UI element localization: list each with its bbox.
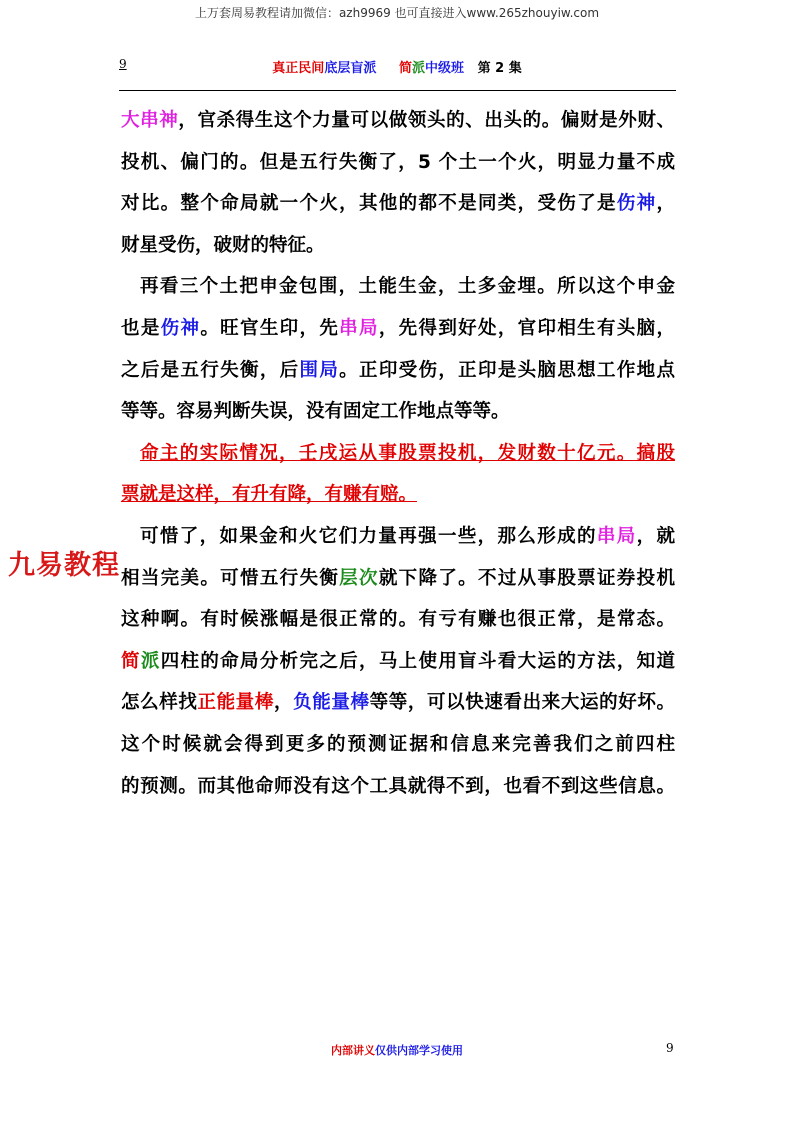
text-run: ， [656, 193, 675, 215]
highlight-term: 派 [140, 650, 161, 672]
footer-note [0, 1042, 794, 1058]
header-title-part: 中级班 [425, 61, 465, 76]
text-line [121, 641, 675, 683]
highlight-term: 伤神 [160, 317, 201, 339]
text-run: 。正印受伤，正印是头脑思想工作地点 [339, 359, 675, 381]
text-run: 可惜了，如果金和火它们力量再强一些，那么形成的 [140, 525, 597, 547]
text-line: 命主的实际情况，壬戌运从事股票投机，发财数十亿元。搞股 [140, 442, 675, 464]
top-banner: 上万套周易教程请加微信：azh9969 也可直接进入www.265zhouyiw.com [194, 6, 600, 20]
text-line [121, 682, 675, 724]
highlight-term: 简 [121, 650, 141, 672]
highlight-term: 负能量棒 [293, 692, 370, 714]
text-line [121, 474, 675, 516]
text-line [121, 350, 675, 392]
text-line: 财星受伤，破财的特征。 [121, 234, 325, 256]
text-run: ， [274, 692, 294, 714]
text-line: 的预测。而其他命师没有这个工具就得不到，也看不到这些信息。 [121, 775, 675, 797]
highlight-term: 大串神 [121, 110, 179, 131]
text-line [121, 558, 675, 600]
header-page-number: 9 [119, 57, 127, 71]
header-title-part: 底层盲派 [324, 61, 377, 76]
header-divider [119, 90, 676, 91]
text-run: 等等，可以快速看出来大运的好坏。 [369, 692, 675, 714]
text-run: 。旺官生印，先 [200, 317, 340, 339]
header-title-part: 派 [411, 61, 425, 76]
text-run: 对比。整个命局就一个火，其他的都不是同类，受伤了是 [121, 193, 617, 215]
header-title-part: 简 [398, 61, 412, 76]
footer-note-part: 仅供内部学习使用 [375, 1044, 463, 1057]
highlight-term: 串局 [339, 317, 379, 339]
text-line: 等等。容易判断失误，没有固定工作地点等等。 [121, 401, 510, 423]
footer-note-part: 内部讲义 [331, 1044, 375, 1057]
text-line: 投机、偏门的。但是五行失衡了，5 个土一个火，明显力量不成 [121, 151, 675, 173]
header-title-part: 真正民间 [272, 61, 325, 76]
text-run: 就下降了。不过从事股票证券投机 [378, 567, 675, 589]
text-run: 之后是五行失衡，后 [121, 359, 300, 381]
text-run: 相当完美。可惜五行失衡 [121, 567, 340, 589]
text-run: 四柱的命局分析完之后，马上使用盲斗看大运的方法，知道 [160, 650, 675, 672]
text-run: ，官杀得生这个力量可以做领头的、出头的。偏财是外财、 [178, 110, 675, 131]
header-title [0, 57, 794, 76]
text-run: ，就 [636, 525, 675, 547]
highlight-term: 串局 [596, 525, 637, 547]
text-line [121, 100, 675, 142]
highlight-term: 正能量棒 [197, 692, 274, 714]
text-run: 票就是这样，有升有降，有赚有赔。 [121, 484, 418, 506]
text-line [121, 308, 675, 350]
text-line: 这个时候就会得到更多的预测证据和信息来完善我们之前四柱 [121, 733, 675, 755]
highlight-term: 伤神 [616, 193, 657, 215]
header-title-part: 第 2 集 [477, 61, 522, 76]
text-line [121, 516, 675, 558]
watermark-logo: 九易教程 [8, 550, 120, 581]
footer-page-number: 9 [666, 1041, 674, 1055]
text-run: 怎么样找 [121, 692, 198, 714]
highlight-term: 层次 [339, 567, 379, 589]
text-run: ，先得到好处，官印相生有头脑， [378, 317, 675, 339]
text-run: 也是 [121, 317, 161, 339]
highlight-term: 围局 [299, 359, 340, 381]
text-line: 再看三个土把申金包围，土能生金，土多金埋。所以这个申金 [140, 276, 675, 298]
text-line: 这种啊。有时候涨幅是很正常的。有亏有赚也很正常，是常态。 [121, 609, 675, 631]
document-body [121, 100, 675, 807]
text-line [121, 183, 675, 225]
